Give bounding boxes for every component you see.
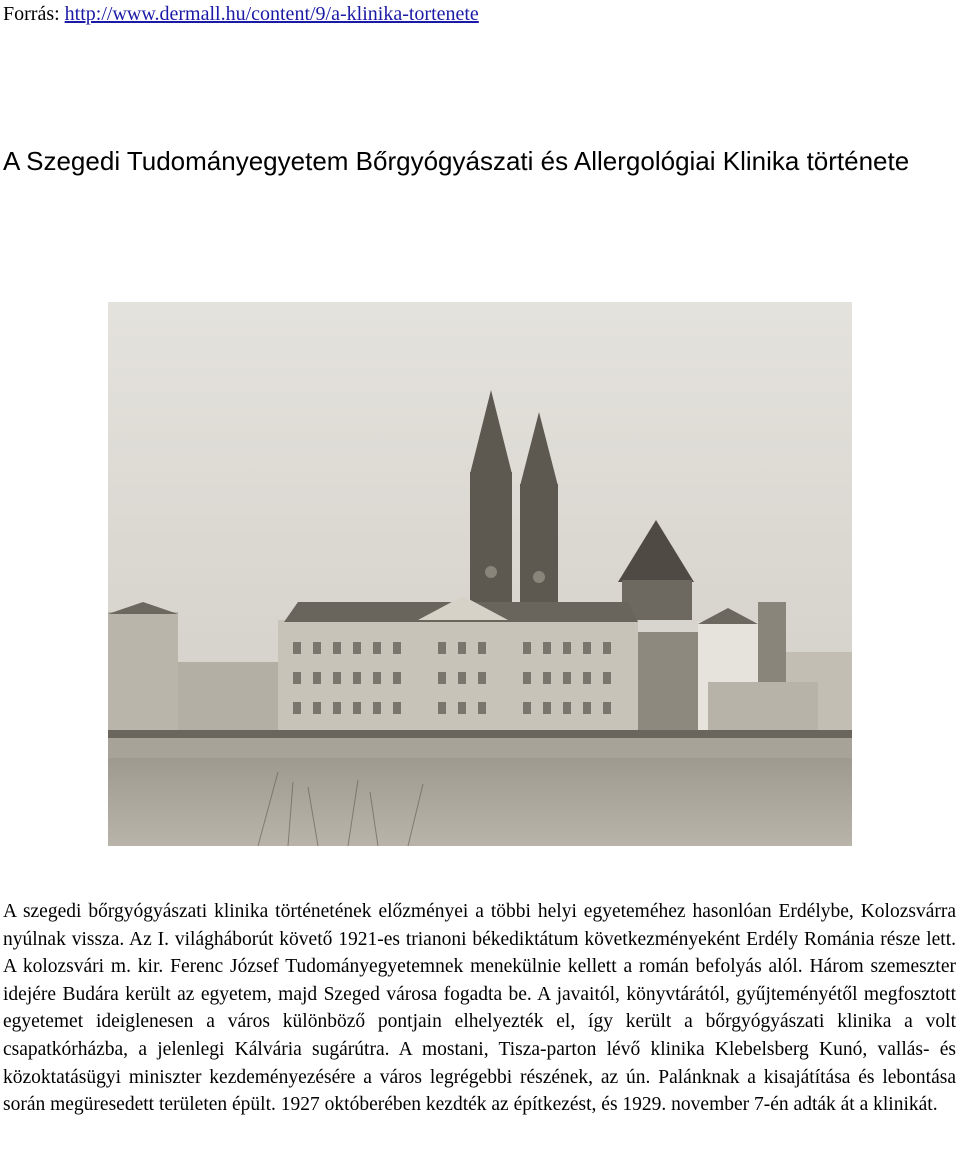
page-title: A Szegedi Tudományegyetem Bőrgyógyászati és Allergológiai Klinika története [3,146,910,176]
source-link[interactable]: http://www.dermall.hu/content/9/a-klinika-tortenete [64,3,479,25]
clinic-photo-drawing [108,302,852,846]
body-paragraph: A szegedi bőrgyógyászati klinika történetének előzményei a többi helyi egyeteméhez hasonlóan Erdélybe, Kolozsvárra nyúlnak vissza. Az I. világháborút követő 1921-es trianoni békediktátum következményeként Erdély Románia része lett. A kolozsvári m. kir. Ferenc József Tudományegyetemnek menekülnie kellett a román befolyás alól. Három szemeszter idejére Budára került az egyetem, majd Szeged városa fogadta be. A javaitól, könyvtárától, gyűjteményétől megfosztott egyetemet ideiglenesen a város különböző pontjain elhelyezték el, így került a bőrgyógyászati klinika a volt csapatkórházba, a jelenlegi Kálvária sugárútra. A mostani, Tisza-parton lévő klinika Klebelsberg Kunó, vallás- és közoktatásügyi miniszter kezdeményezésére a város legrégebbi részének, az ún. Palánknak a kisajátítása és lebontása során megüresedett területen épült. 1927 októberében kezdték az építkezést, és 1929. november 7-én adták át a klinikát. [3,901,956,1116]
source-line [3,2,479,26]
clinic-photo [108,302,852,846]
source-label: Forrás: [3,3,60,25]
